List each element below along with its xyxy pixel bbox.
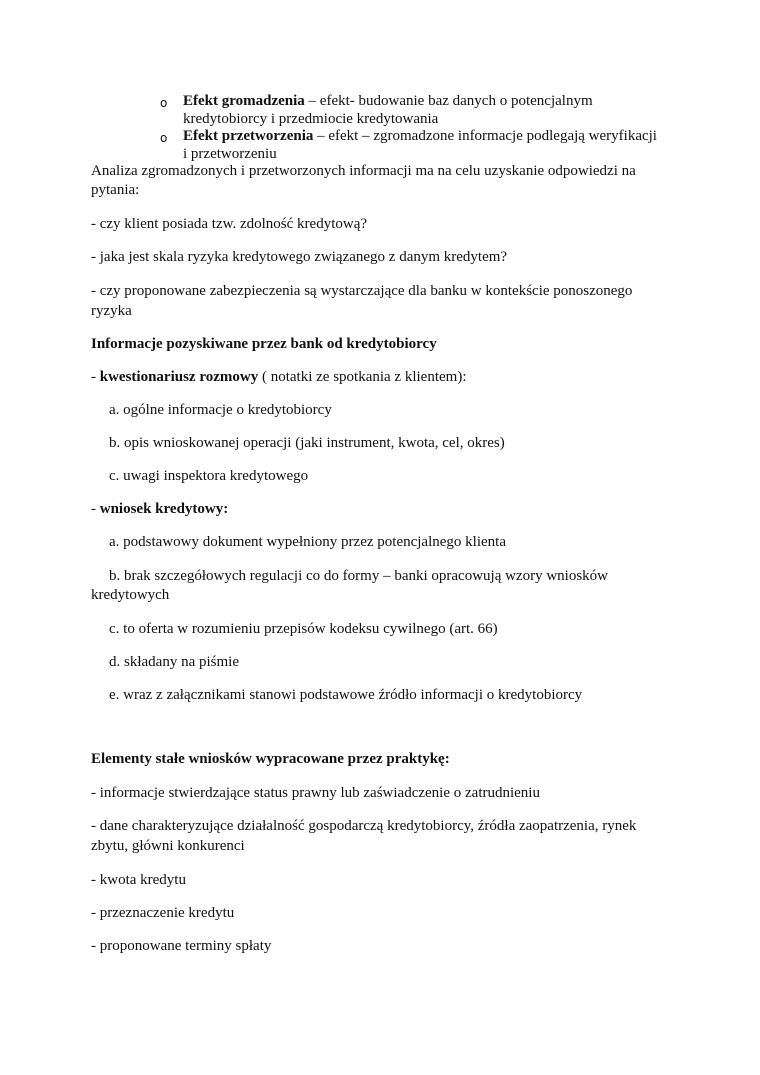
section-heading: Elementy stałe wniosków wypracowane przez praktykę: [91,751,450,767]
list-item: b. brak szczegółowych regulacji co do formy – banki opracowują wzory wniosków [109,568,609,584]
element-item-cont: zbytu, główni konkurenci [91,838,245,854]
list-item-cont: kredytowych [91,587,170,603]
list-item: a. podstawowy dokument wypełniony przez potencjalnego klienta [109,534,506,550]
list-item: c. uwagi inspektora kredytowego [109,468,309,484]
bullet-text: – efekt- budowanie baz danych o potencjalnym [304,93,593,109]
question-item: - czy proponowane zabezpieczenia są wystarczające dla banku w kontekście ponoszonego [91,283,633,299]
bullet-marker: o [160,131,168,145]
element-item: - proponowane terminy spłaty [91,938,272,954]
element-item: - przeznaczenie kredytu [91,905,235,921]
list-item: d. składany na piśmie [109,654,239,670]
wniosek-term: wniosek kredytowy: [99,501,229,517]
bullet-term: Efekt gromadzenia [183,93,305,109]
question-item: - jaka jest skala ryzyka kredytowego związanego z danym kredytem? [91,249,508,265]
list-dash: - [91,369,100,385]
list-dash: - [91,501,100,517]
section-heading: Informacje pozyskiwane przez bank od kredytobiorcy [91,336,437,352]
kwestionariusz-note: ( notatki ze spotkania z klientem): [258,369,467,385]
list-item: c. to oferta w rozumieniu przepisów kodeksu cywilnego (art. 66) [109,621,498,637]
kwestionariusz-line [91,368,691,387]
bullet-item-przetworzenia [183,127,657,146]
kwestionariusz-term: kwestionariusz rozmowy [99,369,259,385]
list-item: b. opis wnioskowanej operacji (jaki instrument, kwota, cel, okres) [109,435,505,451]
question-item: - czy klient posiada tzw. zdolność kredytową? [91,216,368,232]
bullet-term: Efekt przetworzenia [183,128,314,144]
list-item: e. wraz z załącznikami stanowi podstawowe źródło informacji o kredytobiorcy [109,687,583,703]
element-item: - dane charakteryzujące działalność gospodarczą kredytobiorcy, źródła zaopatrzenia, rynek [91,818,637,834]
wniosek-line [91,500,691,519]
bullet-text-cont: kredytobiorcy i przedmiocie kredytowania [183,111,439,127]
bullet-text-cont: i przetworzeniu [183,146,277,162]
intro-line-2: pytania: [91,182,140,198]
element-item: - informacje stwierdzające status prawny lub zaświadczenie o zatrudnieniu [91,785,540,801]
intro-line-1: Analiza zgromadzonych i przetworzonych informacji ma na celu uzyskanie odpowiedzi na [91,163,636,179]
bullet-text: – efekt – zgromadzone informacje podlegają weryfikacji [313,128,657,144]
question-item-cont: ryzyka [91,303,132,319]
bullet-marker: o [160,96,168,110]
element-item: - kwota kredytu [91,872,186,888]
list-item: a. ogólne informacje o kredytobiorcy [109,402,332,418]
bullet-item-gromadzenia [183,92,593,111]
